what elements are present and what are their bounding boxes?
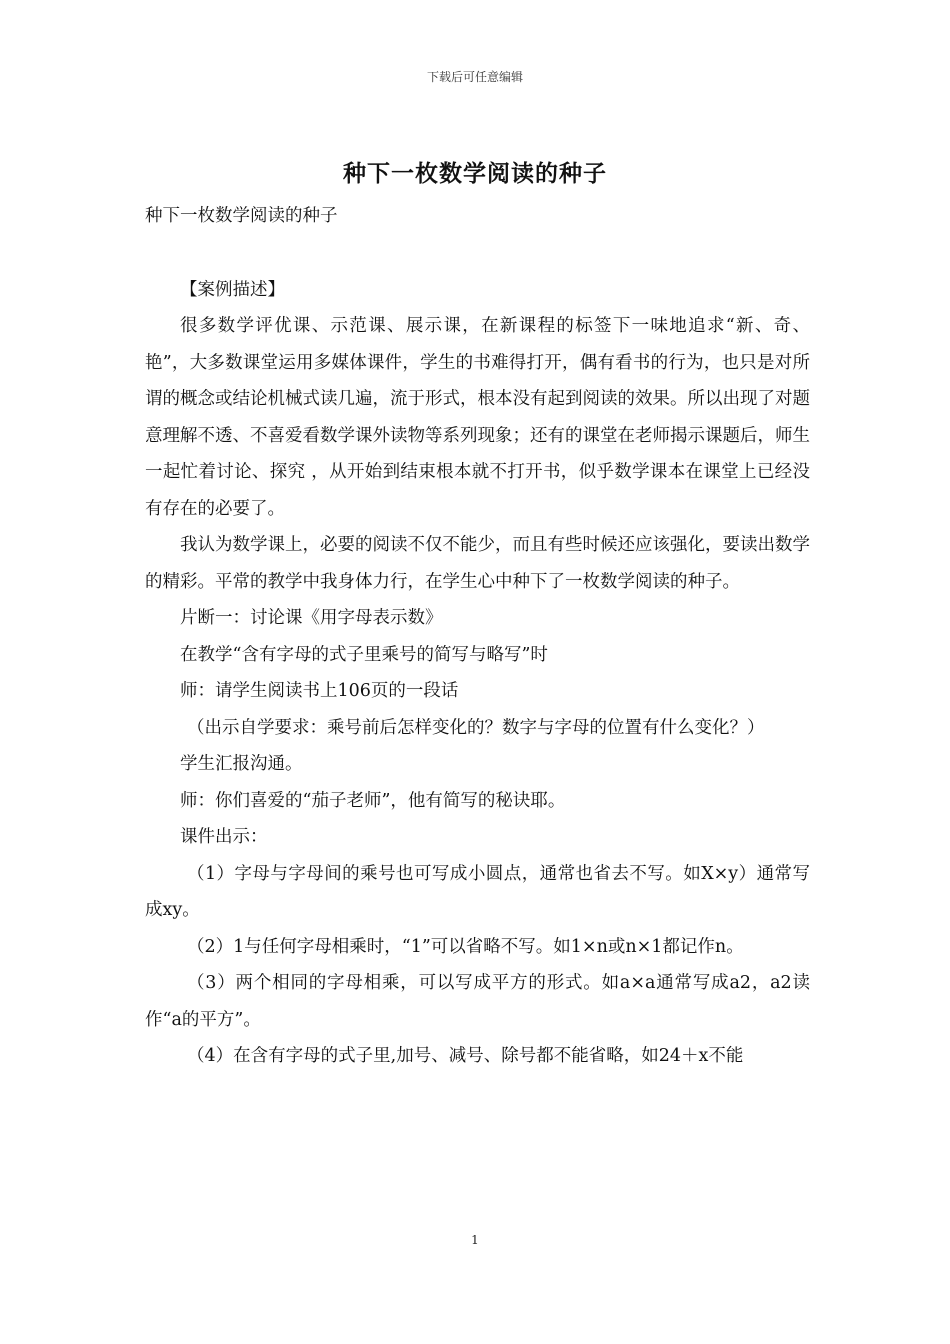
list-item: （1）字母与字母间的乘号也可写成小圆点，通常也省去不写。如X×y）通常写成xy。	[145, 863, 810, 920]
subtitle-line: 种下一枚数学阅读的种子	[145, 206, 338, 226]
page-number: 1	[471, 1233, 479, 1247]
blank-line	[145, 235, 810, 272]
list-item: （3）两个相同的字母相乘，可以写成平方的形式。如a×a通常写成a2，a2读作“a的平方”。	[145, 973, 810, 1030]
header-note: 下载后可任意编辑	[426, 70, 523, 84]
document-title: 种下一枚数学阅读的种子	[343, 160, 607, 187]
paragraph: 在教学“含有字母的式子里乘号的简写与略写”时	[180, 644, 548, 665]
paragraph: 我认为数学课上，必要的阅读不仅不能少，而且有些时候还应该强化，要读出数学的精彩。平常的教学中我身体力行，在学生心中种下了一枚数学阅读的种子。	[145, 535, 810, 592]
paragraph: 很多数学评优课、示范课、展示课，在新课程的标签下一味地追求“新、奇、艳”，大多数课堂运用多媒体课件，学生的书难得打开，偶有看书的行为，也只是对所谓的概念或结论机械式读几遍，流于形式，根本没有起到阅读的效果。所以出现了对题意理解不透、不喜爱看数学课外读物等系列现象；还有的课堂在老师揭示课题后，师生一起忙着讨论、探究 ，从开始到结束根本就不打开书，似乎数学课本在课堂上已经没有存在的必要了。	[145, 316, 810, 519]
paragraph: 学生汇报沟通。	[180, 754, 303, 774]
paragraph: 课件出示：	[180, 827, 268, 847]
paragraph: 师：请学生阅读书上106页的一段话	[180, 681, 459, 701]
paragraph: （出示自学要求：乘号前后怎样变化的？数字与字母的位置有什么变化？）	[187, 717, 765, 738]
list-item: （4）在含有字母的式子里,加号、减号、除号都不能省略，如24＋x不能	[187, 1046, 744, 1066]
fragment-heading: 片断一：讨论课《用字母表示数》	[180, 608, 443, 628]
document-body	[145, 198, 810, 1075]
list-item: （2）1与任何字母相乘时，“1”可以省略不写。如1×n或n×1都记作n。	[187, 936, 744, 957]
section-heading: 【案例描述】	[180, 279, 285, 300]
paragraph: 师：你们喜爱的“茄子老师”，他有简写的秘诀耶。	[180, 790, 566, 811]
